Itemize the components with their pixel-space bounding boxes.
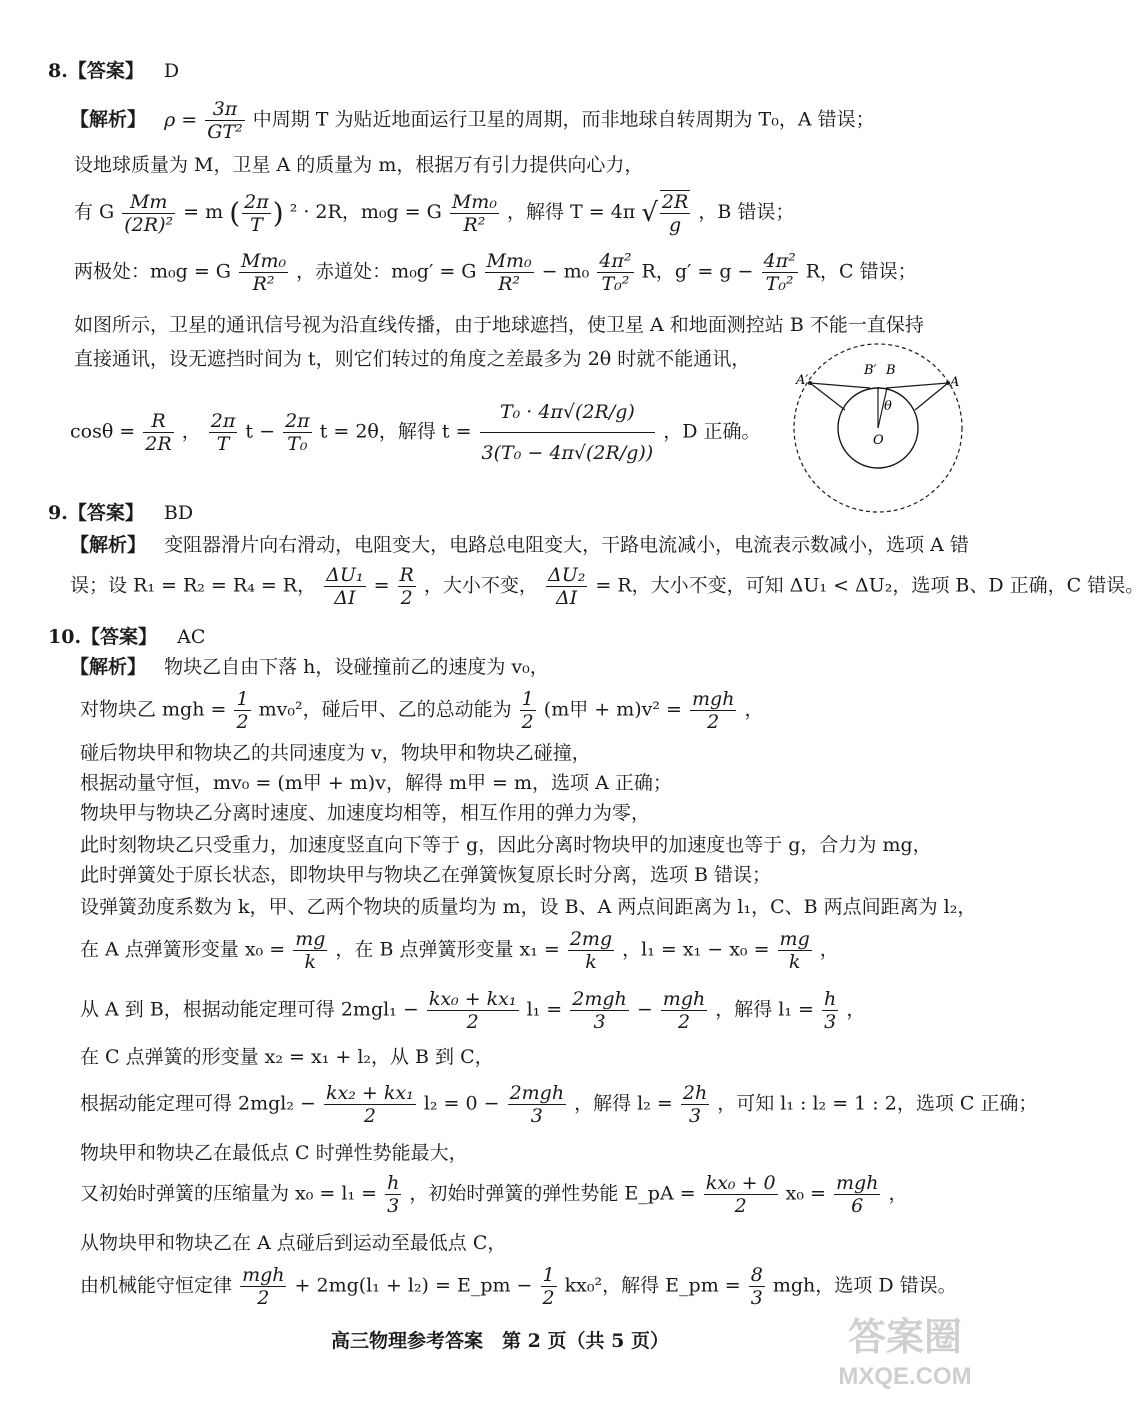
q8-l3-b: = m [183,201,224,223]
q10-line9 [80,928,839,973]
q8-l4-a: 两极处：m₀g = G [74,260,231,283]
q8-l7-frac3 [283,410,312,455]
q8-l4-frac2 [485,250,534,295]
fig-label-a: A [950,375,960,390]
frac-num: 2mgh [572,988,627,1010]
q10-line2 [80,688,764,733]
fig-label-bprime: B′ [864,363,877,378]
q10-l10-frac4 [822,988,838,1033]
q8-l7-bigfrac [480,392,656,473]
q10-l9-d: ， [819,938,839,961]
frac-den: 3 [530,1105,543,1127]
q10-l10-c: − [636,998,653,1021]
q9-l2-b: = [373,574,390,597]
frac-den: 3 [593,1011,606,1033]
q10-l14-c: x₀ = [785,1182,826,1205]
q8-l7-d: t = 2θ，解得 t = [319,420,472,443]
q9-l1-text: 变阻器滑片向右滑动，电阻变大，电路总电阻变大，干路电流减小，电流表示数减小，选项 A 错 [164,534,969,556]
fig-label-b: B [886,363,896,378]
q10-line7: 此时弹簧处于原长状态，即物块甲与物块乙在弹簧恢复原长时分离，选项 B 错误； [80,864,772,886]
q10-l12-frac3 [681,1082,709,1127]
frac-den: 2 [466,1011,479,1033]
frac-den: 2 [521,711,534,733]
frac-num: kx₂ + kx₁ [326,1082,414,1104]
q8-l3-a: 有 G [74,201,115,223]
q10-l9-frac1 [293,928,327,973]
q8-line1-text: 中周期 T 为贴近地面运行卫星的周期，而非地球自转周期为 T₀，A 错误； [252,108,875,131]
frac-num: 2mg [569,928,613,950]
q9-l2-d: = R，大小不变，可知 ΔU₁ < ΔU₂，选项 B、D 正确，C 错误。 [595,574,1144,597]
frac-num: mgh [836,1172,879,1194]
frac-den: T₀² [601,273,630,295]
q8-analysis-head: 【解析】 [70,108,147,131]
q10-l12-a: 根据动能定理可得 2mgl₂ − [80,1092,316,1115]
q10-analysis-head: 【解析】 [70,656,147,678]
frac-num: kx₀ + 0 [705,1172,776,1194]
q8-l3-sqrt [660,190,690,236]
q10-l2-c: (m甲 + m)v² = [543,698,682,721]
q10-l10-frac1 [427,988,519,1033]
frac-den: 3 [387,1195,400,1217]
q8-l7-frac1 [143,410,173,455]
q8-l7-c: t − [245,420,276,443]
fig-label-aprime: A′ [796,373,809,388]
q8-frac-rho [205,98,244,143]
q10-l16-frac3 [749,1264,765,1309]
frac-den: T [216,433,230,455]
frac-num: kx₀ + kx₁ [428,988,517,1010]
q10-l12-frac2 [508,1082,567,1127]
frac-num: 2π [285,410,310,432]
q10-l16-c: kx₀²，解得 E_pm = [564,1274,741,1297]
frac-num: 1 [521,688,534,710]
q10-line5: 物块甲与物块乙分离时速度、加速度均相等，相互作用的弹力为零， [80,802,651,824]
frac-den: T₀² [765,273,794,295]
fig-label-theta: θ [884,399,892,414]
frac-num: Mm [122,191,175,214]
q10-l9-a: 在 A 点弹簧形变量 x₀ = [80,938,286,961]
frac-num: 2π [210,410,236,432]
q8-l7-a: cosθ = [70,420,136,443]
frac-den: 2 [542,1287,555,1309]
q8-line4 [74,250,917,295]
q10-answer-head: 10.【答案】 [48,626,158,648]
q8-l4-b: ，赤道处：m₀g′ = G [296,260,477,283]
watermark-text: 答案圈 [847,1317,963,1359]
q10-l16-frac1 [240,1264,286,1309]
frac-num: 2R [661,191,689,213]
frac-den: T₀ [287,433,308,455]
frac-num: mgh [242,1264,285,1286]
frac-num: h [824,988,837,1010]
q10-l10-frac3 [661,988,707,1033]
q10-l16-b: + 2mg(l₁ + l₂) = E_pm − [294,1274,533,1297]
q9-l2-c: ，大小不变， [423,574,538,597]
frac-num: ΔU₁ [326,564,364,586]
q8-l3-frac1 [122,191,175,236]
q8-rho: ρ = [164,108,198,131]
frac-den: GT² [207,121,243,143]
q8-l3-frac2 [242,191,271,236]
q8-line5: 如图所示，卫星的通讯信号视为沿直线传播，由于地球遮挡，使卫星 A 和地面测控站 B 不能一直保持 [74,314,924,336]
frac-num: ΔU₂ [547,564,586,586]
q9-line1 [70,532,969,558]
q10-l2-frac2 [520,688,536,733]
q10-line3: 碰后物块甲和物块乙的共同速度为 v，物块甲和物块乙碰撞， [80,742,591,764]
q10-l9-frac2 [568,928,614,973]
q8-l4-e: R，C 错误； [805,260,917,283]
frac-num: h [387,1172,400,1194]
q9-answer-line [48,500,193,526]
q8-l7-e: ，D 正确。 [663,420,761,443]
q10-l2-frac3 [690,688,736,733]
q10-line8: 设弹簧劲度系数为 k，甲、乙两个物块的质量均为 m，设 B、A 两点间距离为 l₁，C、B 两点间距离为 l₂， [80,896,977,918]
q10-l12-b: l₂ = 0 − [423,1092,500,1115]
q10-l16-frac2 [541,1264,557,1309]
q10-line12 [80,1082,1037,1127]
frac-num: 1 [236,688,249,710]
frac-num: 4π² [599,250,632,272]
fig-label-o: O [873,433,884,448]
q8-l3-frac3 [450,191,499,236]
q9-answer: BD [163,502,194,524]
q9-l2-frac3 [546,564,587,609]
q10-l10-d: ，解得 l₁ = [715,998,814,1021]
frac-den: 2 [257,1287,270,1309]
q10-l10-a: 从 A 到 B，根据动能定理可得 2mgl₁ − [80,998,419,1021]
q10-l16-d: mgh，选项 D 错误。 [772,1274,957,1297]
q8-l3-e: ，B 错误； [698,201,795,223]
q10-l2-a: 对物块乙 mgh = [80,698,227,721]
q9-answer-head: 9.【答案】 [48,502,144,524]
frac-den: 2 [734,1195,747,1217]
frac-den: T [250,213,263,236]
q10-line15: 从物块甲和物块乙在 A 点碰后到运动至最低点 C， [80,1232,507,1254]
frac-den: R² [463,213,486,236]
frac-num: 1 [542,1264,555,1286]
frac-num: Mm₀ [241,250,287,272]
frac-den: 6 [851,1195,864,1217]
q10-l14-b: ，初始时弹簧的弹性势能 E_pA = [409,1182,696,1205]
q8-l4-frac3 [597,250,633,295]
q10-l14-frac3 [834,1172,880,1217]
q8-l7-b: ， [181,420,201,443]
q10-l2-b: mv₀²，碰后甲、乙的总动能为 [258,698,512,721]
frac-den: k [788,951,801,973]
frac-den: 2 [400,587,413,609]
q10-l10-e: ， [846,998,866,1021]
q8-l4-frac1 [239,250,288,295]
frac-den: 3 [688,1105,702,1127]
q9-analysis-head: 【解析】 [70,534,147,556]
frac-num: R [399,564,414,586]
q10-l16-a: 由机械能守恒定律 [80,1274,233,1297]
q10-l9-c: ，l₁ = x₁ − x₀ = [622,938,770,961]
frac-den: (2R)² [124,213,174,236]
frac-den: R² [498,273,521,295]
frac-den: 3 [824,1011,837,1033]
q8-answer: D [163,60,180,82]
q10-l14-frac1 [385,1172,401,1217]
q10-l2-d: ， [744,698,764,721]
frac-den: k [585,951,597,973]
frac-den: k [304,951,317,973]
frac-num: 2h [682,1082,708,1104]
satellite-figure [790,340,975,520]
frac-den: 2 [707,711,720,733]
q10-line13: 物块甲和物块乙在最低点 C 时弹性势能最大， [80,1142,468,1164]
q10-l14-d: ， [888,1182,908,1205]
q10-l14-frac2 [704,1172,778,1217]
q10-l9-frac3 [778,928,812,973]
frac-den: R² [252,273,275,295]
frac-num: mg [779,928,810,950]
q8-l3-d: ，解得 T = 4π [506,201,636,223]
q8-line7 [70,392,761,473]
q10-line1 [70,654,549,680]
frac-num: 2π [244,190,269,213]
frac-num: 2mgh [509,1082,565,1104]
frac-num: T₀ · 4π√(2R/g) [480,392,656,433]
page-footer: 高三物理参考答案 第 2 页（共 5 页） [331,1330,669,1352]
q8-answer-line [48,58,179,84]
q10-l1-text: 物块乙自由下落 h，设碰撞前乙的速度为 v₀， [164,656,549,678]
frac-num: mgh [692,688,735,710]
frac-den: 3 [750,1287,763,1309]
q10-l10-b: l₁ = [526,998,563,1021]
q10-line4: 根据动量守恒，mv₀ = (m甲 + m)v，解得 m甲 = m，选项 A 正确； [80,772,672,794]
q10-answer: AC [177,626,206,648]
q9-l2-frac1 [324,564,365,609]
q8-l4-d: R，g′ = g − [641,260,754,283]
q10-l10-frac2 [570,988,629,1033]
frac-num: 3π [205,98,244,121]
frac-num: 4π² [763,250,796,272]
q10-answer-line [48,624,205,650]
frac-num: R [143,410,173,433]
watermark-url: MXQE.COM [838,1363,972,1390]
q8-l4-c: − m₀ [541,260,590,283]
q10-line16 [80,1264,957,1309]
q10-line6: 此时刻物块乙只受重力，加速度竖直向下等于 g，因此分离时物块甲的加速度也等于 g，合力为 mg， [80,834,932,856]
frac-num: Mm₀ [486,250,532,272]
frac-num: mgh [662,988,706,1010]
q8-line6: 直接通讯，设无遮挡时间为 t，则它们转过的角度之差最多为 2θ 时就不能通讯， [74,348,751,370]
q8-l3-c: ² · 2R，m₀g = G [289,201,442,223]
q9-l2-a: 误；设 R₁ = R₂ = R₄ = R， [70,574,317,597]
q10-l12-c: ，解得 l₂ = [574,1092,673,1115]
q8-line2: 设地球质量为 M，卫星 A 的质量为 m，根据万有引力提供向心力， [74,154,644,176]
q8-l7-frac2 [209,410,238,455]
frac-den: ΔI [556,587,578,609]
q10-l14-a: 又初始时弹簧的压缩量为 x₀ = l₁ = [80,1182,378,1205]
frac-num: 8 [750,1264,763,1286]
q8-line3: 有 G $\frac{Mm}{\text{(2R)²}}$ = m ( $\frac{2\pi}{T}$ ) ² · 2R，m₀g = G $\frac{\text{Mm₀}}{\text{R²}}$ ，解得 T = 4π √ $\frac{2R}{g}$ ，B 错误； [74,190,795,236]
q9-l2-frac2 [398,564,416,609]
q8-line1 [70,98,875,143]
q8-answer-head: 8.【答案】 [48,60,144,82]
frac-den: 2R [145,433,172,455]
q8-l4-frac4 [762,250,798,295]
frac-den: ΔI [334,587,356,609]
q10-l12-d: ，可知 l₁ : l₂ = 1 : 2，选项 C 正确； [717,1092,1038,1115]
q10-l12-frac1 [324,1082,416,1127]
frac-den: 3(T₀ − 4π√(2R/g)) [481,442,654,464]
q9-line2 [70,564,1144,609]
q10-line10 [80,988,865,1033]
q10-l9-b: ，在 B 点弹簧形变量 x₁ = [335,938,560,961]
frac-den: 2 [677,1011,691,1033]
watermark-logo [820,1304,990,1394]
q10-l2-frac1 [234,688,250,733]
frac-den: g [669,214,682,236]
frac-den: 2 [363,1105,376,1127]
frac-num: Mm₀ [451,190,497,213]
frac-den: 2 [236,711,249,733]
q10-line14 [80,1172,908,1217]
frac-num: mg [295,928,326,950]
q10-line11: 在 C 点弹簧的形变量 x₂ = x₁ + l₂，从 B 到 C， [80,1046,494,1068]
